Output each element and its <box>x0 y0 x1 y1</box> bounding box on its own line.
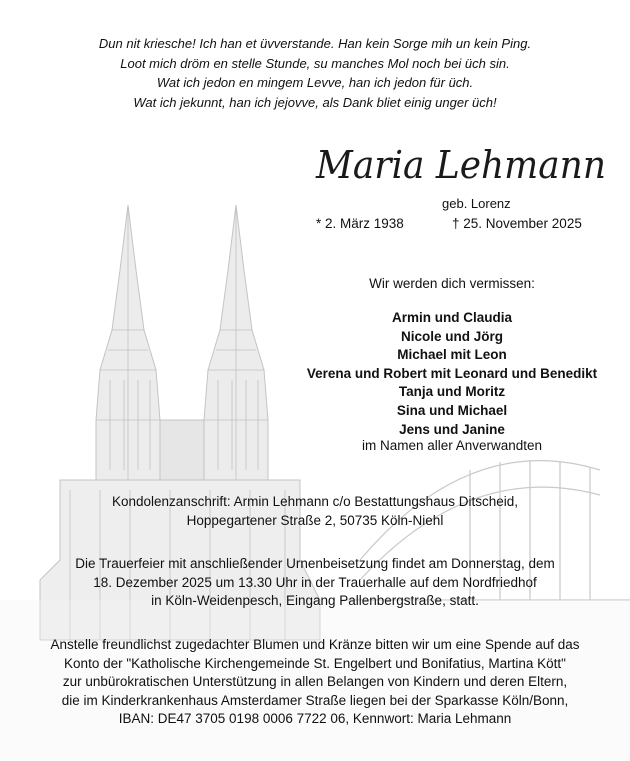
deceased-name-signature <box>312 136 612 192</box>
poem-line: Wat ich jedon en mingem Levve, han ich jedon für üch. <box>156 75 474 90</box>
mourners-list <box>300 309 604 439</box>
mourner-name: Armin und Claudia <box>391 310 512 325</box>
poem-line: Loot mich dröm en stelle Stunde, su manches Mol noch bei üch sin. <box>120 55 510 71</box>
funeral-line: 18. Dezember 2025 um 13.30 Uhr in der Trauerhalle auf dem Nordfriedhof <box>93 574 537 590</box>
mourner-name: Michael mit Leon <box>397 347 507 363</box>
dialect-poem <box>20 34 610 112</box>
funeral-info <box>30 555 600 611</box>
funeral-line: Die Trauerfeier mit anschließender Urnenbeisetzung findet am Donnerstag, dem <box>75 556 555 571</box>
donation-line: Konto der "Katholische Kirchengemeinde St. Engelbert und Bonifatius, Martina Kött" <box>64 655 566 671</box>
funeral-line: in Köln-Weidenpesch, Eingang Pallenbergstraße, statt. <box>151 593 479 608</box>
mourners-intro: Wir werden dich vermissen: <box>369 276 535 291</box>
condolence-line: Kondolenzanschrift: Armin Lehmann c/o Bestattungshaus Ditscheid, <box>112 494 518 509</box>
birth-date: * 2. März 1938 <box>316 216 404 231</box>
poem-line: Wat ich jekunnt, han ich jejovve, als Dank bliet einig unger üch! <box>133 94 497 110</box>
mourner-name: Verena und Robert mit Leonard und Benedikt <box>306 365 598 381</box>
donation-line: zur unbürokratischen Unterstützung in allen Belangen von Kindern und deren Eltern, <box>62 674 568 689</box>
donation-line: Anstelle freundlichst zugedachter Blumen und Kränze bitten wir um eine Spende auf das <box>50 637 580 652</box>
mourner-name: Tanja und Moritz <box>398 384 506 400</box>
mourner-name: Sina und Michael <box>396 402 508 418</box>
mourner-name: Nicole und Jörg <box>400 328 503 344</box>
mourner-name: Jens und Janine <box>399 421 505 437</box>
poem-line: Dun nit kriesche! Ich han et üvverstande. Han kein Sorge mih un kein Ping. <box>98 36 532 51</box>
birth-name: geb. Lorenz <box>442 196 511 211</box>
condolence-address <box>30 493 600 530</box>
death-date: † 25. November 2025 <box>452 216 582 231</box>
donation-line: IBAN: DE47 3705 0198 0006 7722 06, Kennwort: Maria Lehmann <box>118 711 512 726</box>
donation-request <box>30 636 600 729</box>
mourners-closing: im Namen aller Anverwandten <box>361 438 543 453</box>
deceased-name: Maria Lehmann <box>315 143 606 187</box>
donation-line: die im Kinderkrankenhaus Amsterdamer Straße liegen bei der Sparkasse Köln/Bonn, <box>61 692 569 708</box>
condolence-line: Hoppegartener Straße 2, 50735 Köln-Niehl <box>186 512 444 528</box>
